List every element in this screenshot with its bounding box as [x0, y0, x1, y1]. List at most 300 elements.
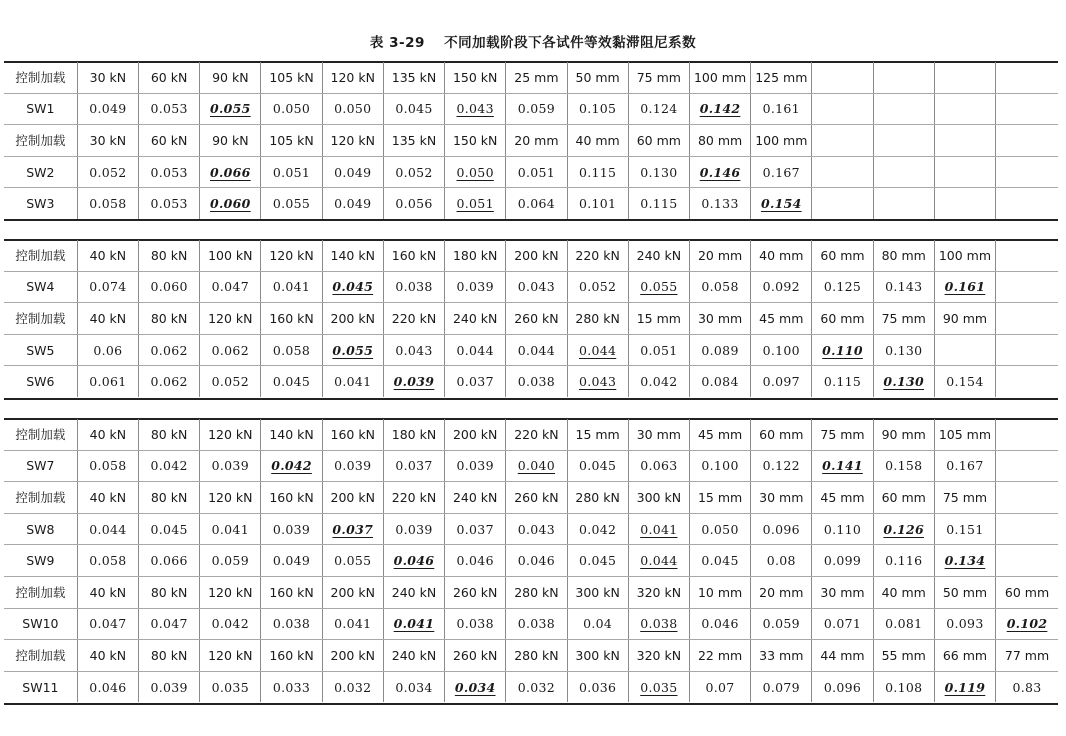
load-step-cell	[322, 62, 383, 93]
damping-value-text: 0.158	[885, 458, 923, 474]
damping-value-text: 0.038	[517, 616, 556, 632]
load-step-text: 160 kN	[330, 426, 375, 442]
load-step-text: 140 kN	[330, 247, 375, 263]
load-step-cell	[322, 576, 383, 608]
damping-value-text: 0.050	[456, 164, 494, 180]
load-step-cell	[445, 482, 506, 514]
load-step-cell	[689, 62, 750, 93]
load-step-text: 80 kN	[150, 310, 188, 326]
load-step-text: 220 kN	[514, 426, 559, 442]
damping-value-text: 0.044	[456, 342, 494, 358]
damping-value-text: 0.041	[393, 616, 435, 632]
control-load-row	[4, 62, 1058, 93]
damping-value-cell	[628, 545, 689, 577]
damping-value-text: 0.049	[272, 553, 311, 569]
load-step-text: 30 mm	[759, 489, 804, 505]
damping-value-text: 0.037	[332, 521, 374, 537]
load-step-text: 60 kN	[150, 69, 188, 85]
damping-value-cell	[261, 271, 322, 303]
load-step-text: 90 kN	[212, 132, 249, 148]
damping-value-cell	[996, 156, 1058, 188]
load-step-text: 30 kN	[89, 69, 127, 85]
load-step-cell	[689, 125, 750, 157]
load-step-text: 40 kN	[89, 647, 127, 663]
damping-value-text: 0.042	[211, 616, 249, 632]
damping-value-text: 0.097	[762, 374, 800, 390]
load-step-text: 66 mm	[942, 647, 988, 663]
damping-value-cell	[934, 608, 995, 640]
load-step-text: 75 mm	[881, 310, 926, 326]
specimen-row	[4, 450, 1058, 482]
load-step-cell	[689, 482, 750, 514]
load-step-text: 45 mm	[820, 489, 865, 505]
damping-value-cell	[628, 608, 689, 640]
load-step-text: 240 kN	[452, 489, 498, 505]
load-step-cell	[689, 419, 750, 450]
load-step-cell	[383, 303, 444, 335]
load-step-text: 80 kN	[150, 426, 188, 442]
specimen-row	[4, 156, 1058, 188]
load-step-cell	[261, 62, 322, 93]
damping-value-text: 0.167	[762, 164, 800, 180]
damping-value-cell	[261, 93, 322, 125]
row-label-text: 控制加载	[15, 311, 66, 327]
damping-value-text: 0.045	[395, 101, 433, 117]
load-step-text: 200 kN	[330, 489, 375, 505]
load-step-cell	[934, 576, 995, 608]
damping-value-text: 0.043	[456, 101, 494, 117]
load-step-cell	[383, 62, 444, 93]
load-step-text: 60 kN	[150, 132, 188, 148]
load-step-text: 200 kN	[514, 247, 559, 263]
load-step-cell	[812, 125, 873, 157]
damping-value-cell	[567, 513, 628, 545]
damping-value-text: 0.053	[150, 101, 188, 117]
load-step-text: 100 mm	[755, 132, 808, 148]
load-step-cell	[628, 576, 689, 608]
damping-value-cell	[751, 156, 812, 188]
damping-value-text: 0.053	[150, 164, 188, 180]
damping-value-cell	[751, 450, 812, 482]
damping-value-text: 0.089	[701, 342, 739, 358]
damping-value-text: 0.039	[334, 458, 372, 474]
damping-value-text: 0.043	[395, 342, 433, 358]
damping-value-cell	[506, 545, 567, 577]
damping-value-cell	[383, 671, 444, 702]
row-label-control-load	[4, 62, 77, 93]
load-step-cell	[261, 482, 322, 514]
damping-value-cell	[751, 545, 812, 577]
load-step-cell	[812, 576, 873, 608]
damping-value-cell	[445, 513, 506, 545]
load-step-text: 80 kN	[150, 247, 188, 263]
damping-value-cell	[996, 366, 1058, 397]
damping-value-cell	[873, 366, 934, 397]
control-load-row	[4, 419, 1058, 450]
damping-value-text: 0.032	[517, 679, 556, 695]
damping-value-cell	[996, 545, 1058, 577]
load-step-text: 180 kN	[452, 247, 498, 263]
damping-value-cell	[812, 671, 873, 702]
load-step-text: 40 mm	[759, 247, 804, 263]
damping-value-cell	[567, 188, 628, 219]
load-step-cell	[445, 640, 506, 672]
damping-value-text: 0.049	[89, 101, 127, 117]
load-step-text: 220 kN	[391, 489, 437, 505]
damping-value-text: 0.045	[272, 374, 311, 390]
load-step-cell	[77, 125, 138, 157]
load-step-cell	[873, 62, 934, 93]
damping-value-cell	[77, 513, 138, 545]
load-step-text: 120 kN	[208, 584, 253, 600]
load-step-cell	[383, 482, 444, 514]
load-step-cell	[567, 482, 628, 514]
specimen-label	[4, 188, 77, 219]
damping-value-text: 0.037	[395, 458, 433, 474]
load-step-text: 240 kN	[391, 647, 437, 663]
load-step-text: 15 mm	[697, 489, 743, 505]
damping-value-text: 0.038	[456, 616, 494, 632]
damping-value-text: 0.08	[766, 553, 796, 569]
load-step-text: 75 mm	[636, 69, 681, 85]
row-label-text: 控制加载	[15, 70, 66, 86]
damping-value-cell	[567, 608, 628, 640]
damping-value-text: 0.115	[578, 164, 617, 180]
load-step-cell	[812, 62, 873, 93]
load-step-cell	[996, 482, 1058, 514]
damping-value-cell	[138, 545, 199, 577]
damping-value-text: 0.051	[640, 342, 678, 358]
load-step-text: 60 mm	[820, 247, 865, 263]
damping-value-cell	[506, 450, 567, 482]
damping-value-cell	[567, 271, 628, 303]
specimen-row	[4, 366, 1058, 397]
damping-value-cell	[812, 366, 873, 397]
specimen-row	[4, 671, 1058, 702]
row-label-text: 控制加载	[15, 648, 66, 664]
damping-value-text: 0.041	[334, 616, 372, 632]
load-step-cell	[261, 419, 322, 450]
damping-value-text: 0.116	[885, 553, 923, 569]
load-step-text: 10 mm	[697, 584, 743, 600]
specimen-row	[4, 334, 1058, 366]
load-step-cell	[812, 419, 873, 450]
load-step-cell	[751, 419, 812, 450]
row-label-control-load	[4, 125, 77, 157]
specimen-row	[4, 513, 1058, 545]
damping-value-text: 0.115	[823, 374, 862, 390]
load-step-text: 90 kN	[212, 69, 249, 85]
damping-value-cell	[77, 188, 138, 219]
damping-value-text: 0.100	[701, 458, 739, 474]
damping-value-text: 0.134	[944, 553, 986, 569]
damping-value-cell	[200, 188, 261, 219]
load-step-cell	[383, 240, 444, 271]
damping-value-cell	[506, 156, 567, 188]
damping-value-cell	[873, 271, 934, 303]
load-step-text: 160 kN	[269, 489, 314, 505]
load-step-cell	[200, 482, 261, 514]
damping-value-cell	[934, 513, 995, 545]
damping-value-text: 0.096	[823, 679, 862, 695]
damping-value-text: 0.161	[944, 279, 986, 295]
load-step-cell	[506, 62, 567, 93]
damping-value-text: 0.059	[517, 101, 556, 117]
damping-value-cell	[138, 608, 199, 640]
damping-value-cell	[628, 156, 689, 188]
damping-value-cell	[383, 366, 444, 397]
load-step-text: 80 kN	[150, 647, 188, 663]
damping-value-text: 0.060	[150, 279, 188, 295]
damping-value-cell	[567, 671, 628, 702]
damping-value-cell	[812, 271, 873, 303]
damping-value-cell	[322, 545, 383, 577]
damping-value-text: 0.062	[150, 374, 188, 390]
damping-value-text: 0.108	[885, 679, 923, 695]
load-step-text: 320 kN	[636, 584, 682, 600]
damping-value-text: 0.110	[823, 521, 862, 537]
damping-value-cell	[261, 671, 322, 702]
load-step-cell	[383, 125, 444, 157]
damping-value-text: 0.130	[885, 342, 923, 358]
damping-value-cell	[77, 545, 138, 577]
damping-value-text: 0.035	[211, 679, 249, 695]
damping-value-cell	[261, 156, 322, 188]
damping-value-text: 0.122	[762, 458, 800, 474]
specimen-label	[4, 93, 77, 125]
load-step-text: 150 kN	[452, 69, 498, 85]
load-step-text: 40 kN	[89, 584, 127, 600]
damping-value-cell	[138, 366, 199, 397]
damping-value-cell	[383, 334, 444, 366]
damping-value-text: 0.049	[334, 164, 372, 180]
damping-value-cell	[261, 334, 322, 366]
control-load-row	[4, 125, 1058, 157]
load-step-cell	[200, 640, 261, 672]
damping-value-text: 0.167	[946, 458, 984, 474]
damping-value-text: 0.115	[640, 196, 678, 212]
load-step-cell	[751, 240, 812, 271]
damping-value-text: 0.133	[701, 196, 739, 212]
damping-value-cell	[567, 450, 628, 482]
damping-value-cell	[506, 608, 567, 640]
damping-value-cell	[445, 366, 506, 397]
damping-value-text: 0.102	[1006, 616, 1048, 632]
damping-value-cell	[200, 608, 261, 640]
load-step-text: 40 kN	[89, 310, 127, 326]
load-step-text: 100 kN	[208, 247, 253, 263]
damping-value-cell	[996, 450, 1058, 482]
damping-value-text: 0.047	[211, 279, 249, 295]
damping-value-cell	[506, 271, 567, 303]
table-caption	[0, 31, 1066, 51]
damping-value-cell	[873, 608, 934, 640]
table-title: 不同加载阶段下各试件等效黏滞阻尼系数	[444, 35, 697, 51]
load-step-cell	[138, 482, 199, 514]
load-step-cell	[77, 576, 138, 608]
load-step-cell	[261, 125, 322, 157]
table-block-3	[4, 419, 1058, 702]
load-step-cell	[383, 640, 444, 672]
load-step-cell	[628, 240, 689, 271]
damping-value-text: 0.130	[640, 164, 678, 180]
damping-value-cell	[628, 671, 689, 702]
load-step-cell	[689, 303, 750, 335]
damping-value-cell	[200, 271, 261, 303]
damping-value-cell	[322, 366, 383, 397]
damping-value-cell	[873, 334, 934, 366]
table-block-2	[4, 240, 1058, 397]
damping-value-cell	[77, 271, 138, 303]
load-step-text: 25 mm	[514, 69, 559, 85]
load-step-cell	[506, 303, 567, 335]
load-step-text: 60 mm	[759, 426, 804, 442]
load-step-cell	[628, 303, 689, 335]
load-step-cell	[873, 303, 934, 335]
load-step-text: 75 mm	[820, 426, 865, 442]
load-step-cell	[873, 125, 934, 157]
specimen-label	[4, 513, 77, 545]
damping-value-text: 0.143	[885, 279, 923, 295]
damping-value-cell	[138, 188, 199, 219]
damping-value-text: 0.092	[762, 279, 800, 295]
damping-value-text: 0.051	[456, 196, 494, 212]
damping-value-text: 0.096	[762, 521, 800, 537]
load-step-cell	[873, 240, 934, 271]
damping-value-text: 0.074	[89, 279, 127, 295]
damping-value-text: 0.151	[946, 521, 984, 537]
damping-value-text: 0.046	[517, 553, 556, 569]
row-label-text: SW1	[26, 101, 55, 117]
damping-value-cell	[934, 450, 995, 482]
damping-value-text: 0.126	[883, 521, 925, 537]
damping-value-cell	[628, 366, 689, 397]
row-label-text: SW5	[26, 342, 55, 358]
damping-value-text: 0.119	[944, 679, 986, 695]
damping-value-cell	[751, 366, 812, 397]
load-step-cell	[138, 303, 199, 335]
damping-value-text: 0.058	[272, 342, 311, 358]
damping-value-cell	[689, 334, 750, 366]
damping-value-cell	[506, 513, 567, 545]
load-step-text: 20 mm	[759, 584, 804, 600]
load-step-cell	[383, 576, 444, 608]
damping-value-text: 0.036	[578, 679, 617, 695]
damping-value-cell	[506, 366, 567, 397]
damping-value-cell	[812, 608, 873, 640]
load-step-text: 50 mm	[575, 69, 620, 85]
damping-value-text: 0.034	[395, 679, 433, 695]
control-load-row	[4, 303, 1058, 335]
load-step-text: 44 mm	[820, 647, 865, 663]
load-step-text: 300 kN	[636, 489, 682, 505]
load-step-cell	[445, 576, 506, 608]
damping-value-cell	[812, 450, 873, 482]
damping-value-text: 0.043	[517, 521, 556, 537]
damping-value-cell	[567, 156, 628, 188]
damping-value-text: 0.044	[89, 521, 127, 537]
damping-value-text: 0.058	[701, 279, 739, 295]
damping-value-cell	[689, 188, 750, 219]
load-step-text: 100 mm	[938, 247, 992, 263]
damping-value-text: 0.066	[209, 164, 251, 180]
damping-value-cell	[628, 188, 689, 219]
damping-value-text: 0.039	[272, 521, 311, 537]
damping-value-text: 0.045	[578, 458, 617, 474]
load-step-text: 280 kN	[514, 647, 559, 663]
damping-value-cell	[812, 545, 873, 577]
load-step-text: 220 kN	[575, 247, 620, 263]
damping-value-text: 0.058	[89, 553, 127, 569]
load-step-text: 300 kN	[575, 647, 620, 663]
load-step-text: 200 kN	[330, 584, 375, 600]
damping-value-cell	[751, 334, 812, 366]
load-step-text: 120 kN	[330, 69, 375, 85]
damping-value-text: 0.052	[211, 374, 249, 390]
damping-value-cell	[628, 93, 689, 125]
damping-value-cell	[200, 545, 261, 577]
damping-value-cell	[200, 93, 261, 125]
damping-value-cell	[689, 366, 750, 397]
damping-value-text: 0.041	[640, 521, 678, 537]
damping-value-cell	[873, 671, 934, 702]
load-step-text: 60 mm	[820, 310, 865, 326]
load-step-cell	[934, 240, 995, 271]
damping-value-text: 0.045	[578, 553, 617, 569]
damping-value-text: 0.051	[272, 164, 311, 180]
damping-value-text: 0.049	[334, 196, 372, 212]
damping-value-text: 0.124	[640, 101, 678, 117]
load-step-text: 280 kN	[514, 584, 559, 600]
damping-value-text: 0.071	[823, 616, 862, 632]
damping-value-text: 0.039	[150, 679, 188, 695]
damping-value-text: 0.099	[823, 553, 862, 569]
damping-value-cell	[996, 334, 1058, 366]
load-step-cell	[873, 419, 934, 450]
damping-value-cell	[689, 156, 750, 188]
damping-value-text: 0.146	[699, 164, 741, 180]
table-number: 表 3-29	[369, 35, 425, 51]
damping-value-cell	[200, 450, 261, 482]
damping-value-cell	[628, 513, 689, 545]
load-step-cell	[200, 576, 261, 608]
load-step-cell	[445, 62, 506, 93]
damping-value-cell	[689, 513, 750, 545]
damping-value-text: 0.83	[1012, 679, 1042, 695]
damping-value-cell	[383, 608, 444, 640]
load-step-cell	[689, 576, 750, 608]
damping-value-text: 0.035	[640, 679, 678, 695]
damping-value-cell	[261, 366, 322, 397]
damping-value-cell	[261, 608, 322, 640]
load-step-text: 160 kN	[391, 247, 437, 263]
row-label-text: SW7	[26, 458, 55, 474]
damping-value-cell	[506, 671, 567, 702]
damping-value-text: 0.060	[209, 196, 251, 212]
row-label-text: SW6	[26, 374, 55, 390]
damping-value-cell	[261, 545, 322, 577]
load-step-cell	[689, 240, 750, 271]
damping-value-cell	[751, 271, 812, 303]
damping-value-cell	[200, 156, 261, 188]
damping-value-cell	[322, 188, 383, 219]
load-step-cell	[322, 640, 383, 672]
load-step-cell	[445, 125, 506, 157]
load-step-cell	[261, 640, 322, 672]
damping-value-cell	[138, 156, 199, 188]
load-step-text: 40 mm	[575, 132, 620, 148]
damping-value-text: 0.042	[640, 374, 678, 390]
